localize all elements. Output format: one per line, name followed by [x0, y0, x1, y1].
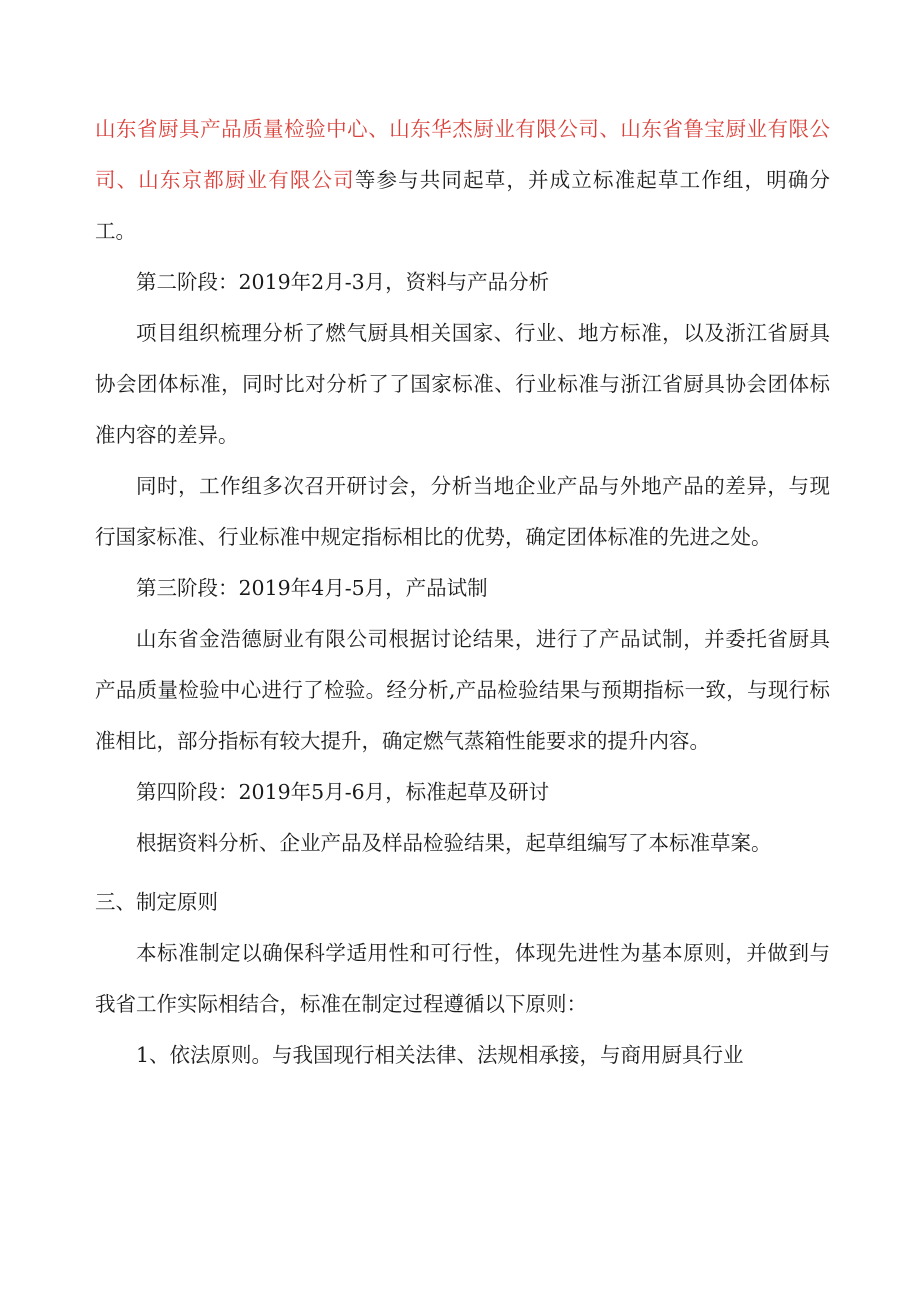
- stage-two-heading: 第二阶段：2019年2月-3月，资料与产品分析: [136, 270, 550, 294]
- paragraph-principles-intro: 本标准制定以确保科学适用性和可行性，体现先进性为基本原则，并做到与我省工作实际相结合，标准在制定过程遵循以下原则：: [95, 941, 830, 1016]
- paragraph-drafters: [95, 104, 830, 257]
- stage-three-heading: 第三阶段：2019年4月-5月，产品试制: [136, 576, 488, 600]
- stage-four-heading: 第四阶段：2019年5月-6月，标准起草及研讨: [136, 780, 550, 804]
- drafting-units-highlight: 山东省厨具产品质量检验中心、山东华杰厨业有限公司、山东省鲁宝厨业有限公司、山东京都厨业有限公司: [95, 117, 830, 192]
- paragraph-standards-analysis: 项目组织梳理分析了燃气厨具相关国家、行业、地方标准，以及浙江省厨具协会团体标准，同时比对分析了了国家标准、行业标准与浙江省厨具协会团体标准内容的差异。: [95, 321, 830, 447]
- drafting-units-rest: 等参与共同起草，并成立标准起草工作组，明确分工。: [95, 168, 831, 243]
- paragraph-legal-principle: 1、依法原则。与我国现行相关法律、法规相承接，与商用厨具行业: [136, 1043, 744, 1067]
- section-heading-principles: 三、制定原则: [95, 890, 218, 914]
- paragraph-trial-production: 山东省金浩德厨业有限公司根据讨论结果，进行了产品试制，并委托省厨具产品质量检验中心进行了检验。经分析,产品检验结果与预期指标一致，与现行标准相比，部分指标有较大提升，确定燃气蒸箱性能要求的提升内容。: [95, 627, 830, 753]
- paragraph-seminars: 同时，工作组多次召开研讨会，分析当地企业产品与外地产品的差异，与现行国家标准、行业标准中规定指标相比的优势，确定团体标准的先进之处。: [95, 474, 830, 549]
- document-page: [95, 104, 830, 1081]
- paragraph-draft-writing: 根据资料分析、企业产品及样品检验结果，起草组编写了本标准草案。: [136, 831, 772, 855]
